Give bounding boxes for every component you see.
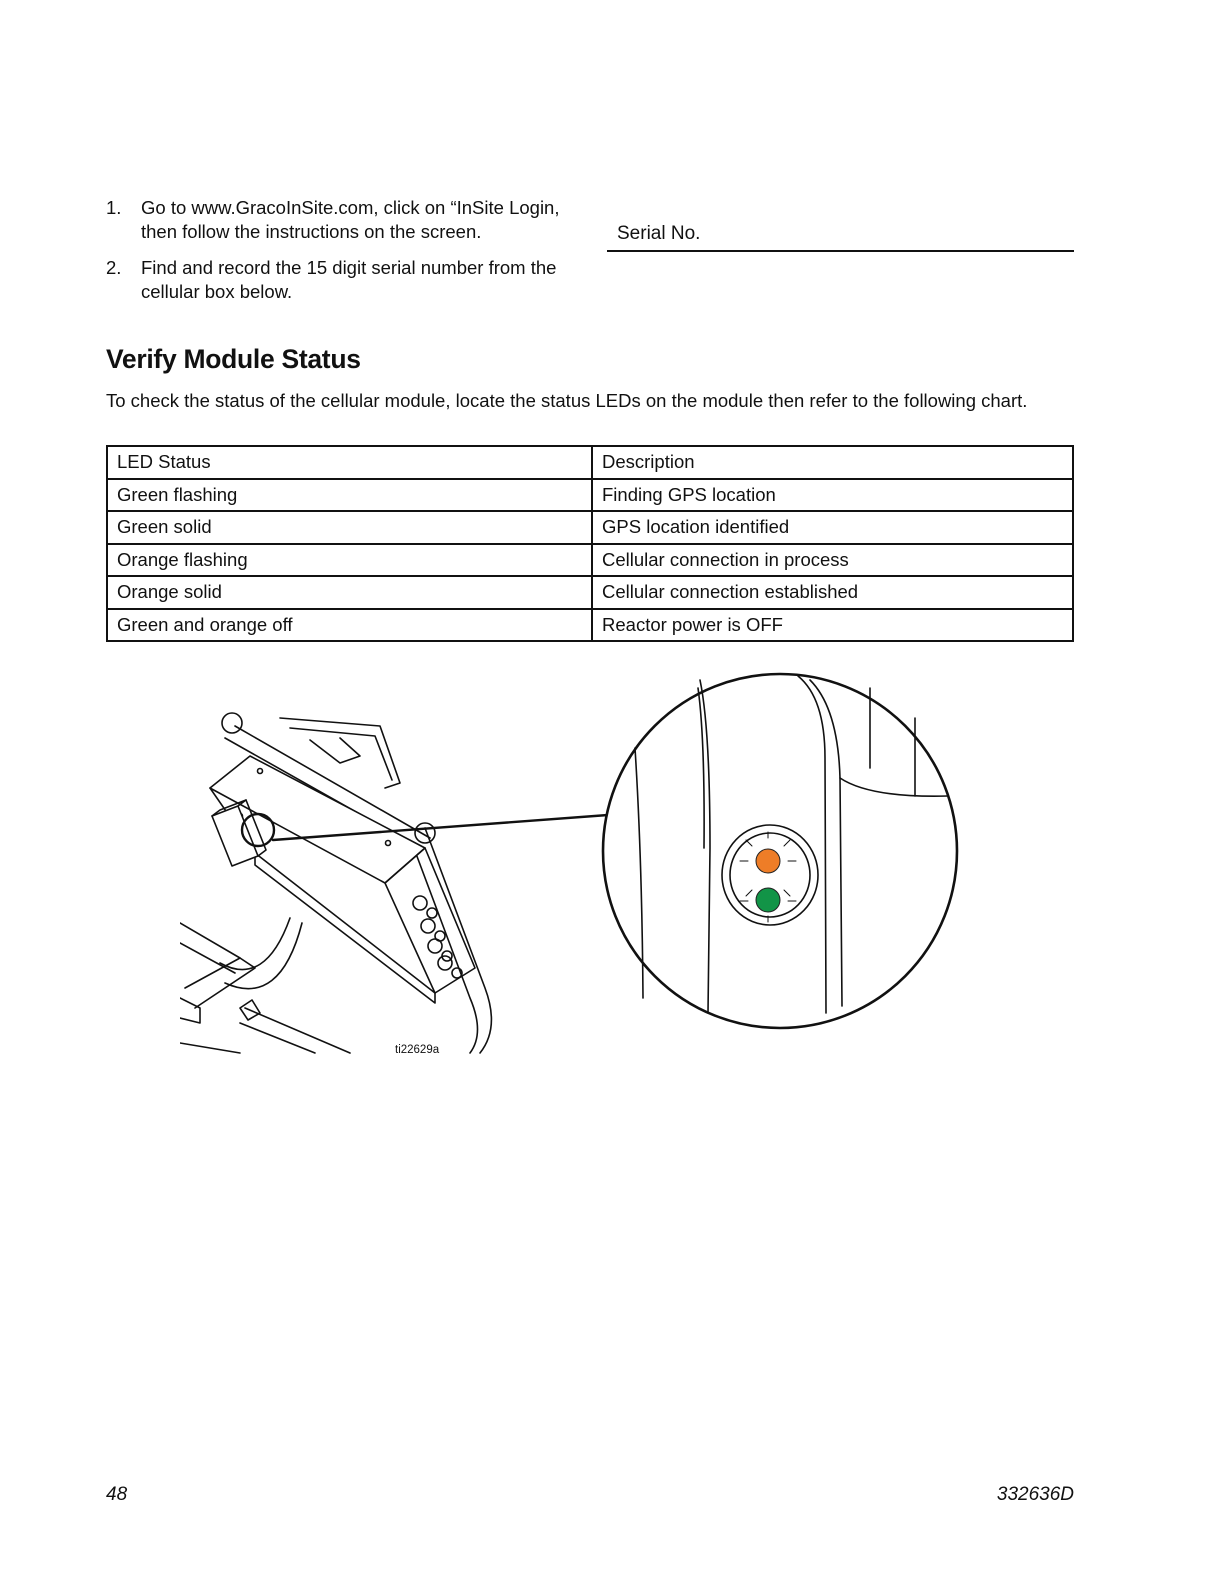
description-cell: Cellular connection established xyxy=(592,576,1073,609)
description-cell: Cellular connection in process xyxy=(592,544,1073,577)
module-illustration xyxy=(180,668,980,1058)
step-text: Find and record the 15 digit serial number from the cellular box below. xyxy=(141,257,557,302)
led-status-cell: Green flashing xyxy=(107,479,592,512)
cellular-module-illustration xyxy=(210,756,475,1003)
step-item xyxy=(106,196,586,244)
table-header-row xyxy=(107,446,1073,479)
frame-illustration xyxy=(180,713,491,1053)
step-item xyxy=(106,256,586,304)
column-header-led-status: LED Status xyxy=(107,446,592,479)
page-number: 48 xyxy=(106,1484,128,1505)
step-number: 1. xyxy=(106,197,122,218)
orange-led-icon xyxy=(756,849,780,873)
led-status-table xyxy=(106,445,1074,642)
table-row xyxy=(107,609,1073,642)
instruction-steps xyxy=(106,196,586,316)
table-row xyxy=(107,544,1073,577)
description-cell: Reactor power is OFF xyxy=(592,609,1073,642)
section-intro: To check the status of the cellular module, locate the status LEDs on the module then refer to the following chart. xyxy=(106,390,1028,411)
table-row xyxy=(107,576,1073,609)
serial-number-label: Serial No. xyxy=(617,223,701,244)
step-text: Go to www.GracoInSite.com, click on “InSite Login, then follow the instructions on the screen. xyxy=(141,197,560,242)
led-status-cell: Green solid xyxy=(107,511,592,544)
description-cell: GPS location identified xyxy=(592,511,1073,544)
led-detail-callout xyxy=(603,674,957,1028)
table-row xyxy=(107,479,1073,512)
document-number: 332636D xyxy=(996,1484,1074,1505)
led-status-cell: Orange flashing xyxy=(107,544,592,577)
step-number: 2. xyxy=(106,257,122,278)
led-status-cell: Orange solid xyxy=(107,576,592,609)
column-header-description: Description xyxy=(592,446,1073,479)
section-heading: Verify Module Status xyxy=(106,344,361,374)
table-row xyxy=(107,511,1073,544)
serial-number-field[interactable] xyxy=(607,222,1074,252)
figure-label: ti22629a xyxy=(395,1044,440,1056)
green-led-icon xyxy=(756,888,780,912)
description-cell: Finding GPS location xyxy=(592,479,1073,512)
led-status-cell: Green and orange off xyxy=(107,609,592,642)
